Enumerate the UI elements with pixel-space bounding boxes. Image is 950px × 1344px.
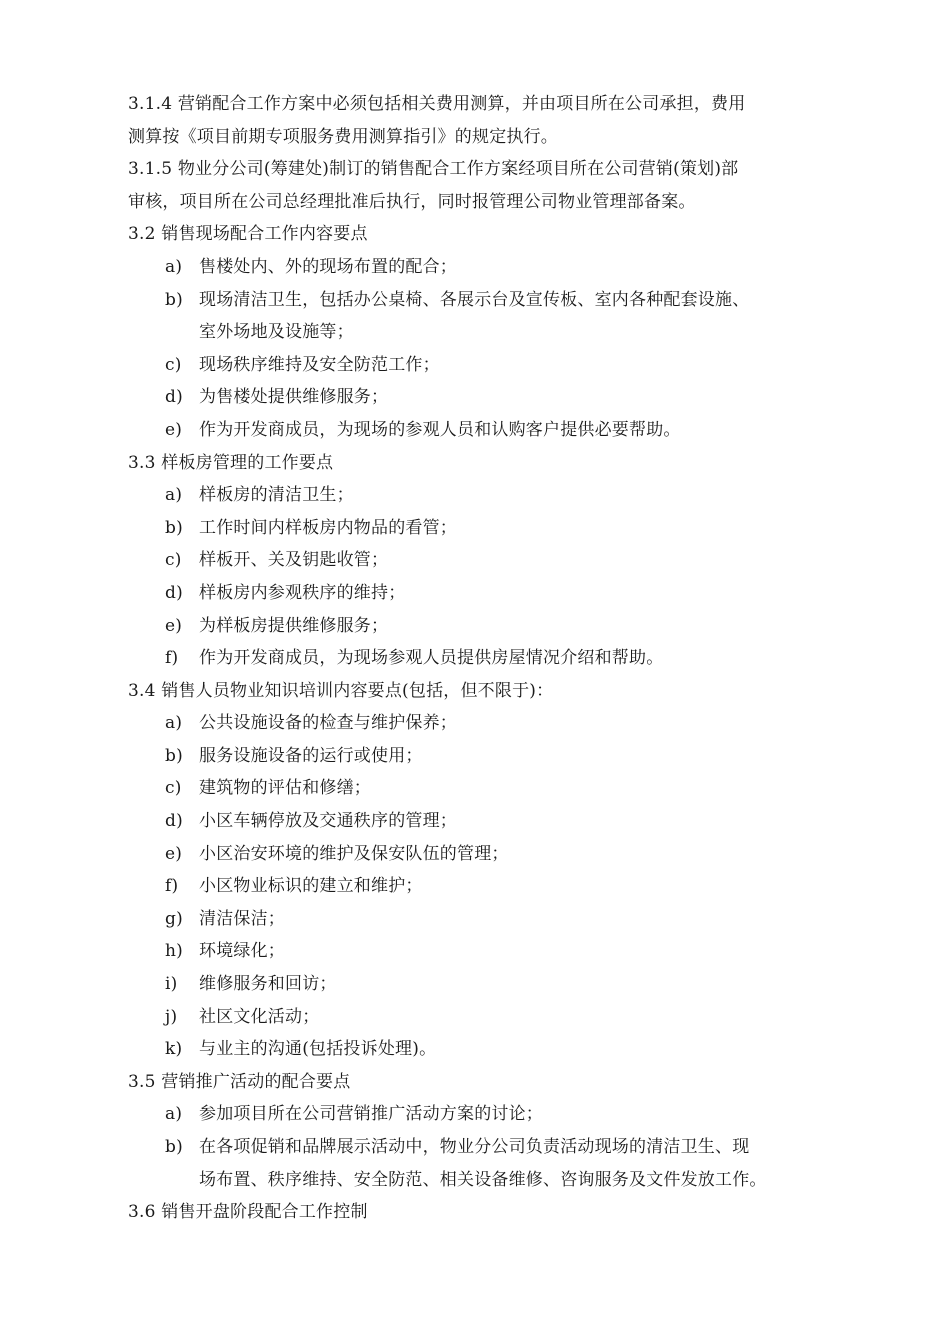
list-item-label: e) [165,419,183,440]
list-item-label: e) [165,843,183,864]
list-item-label: f) [165,876,179,897]
list-item-label: c) [165,550,182,571]
list-item-label: a) [165,485,183,506]
list-item-line: 参加项目所在公司营销推广活动方案的讨论； [199,1104,543,1125]
list-item-text [199,1098,828,1131]
list-item-text [199,903,828,936]
list-item [128,1131,828,1196]
list-item-label: a) [165,713,183,734]
list-item-label: d) [165,582,183,603]
section-heading: 3.6 销售开盘阶段配合工作控制 [128,1202,368,1223]
list-item-text [199,1033,828,1066]
list-item-line: 服务设施设备的运行或使用； [199,745,423,766]
list-item-text [199,414,828,447]
document-page [128,88,828,1229]
list-item-text [199,479,828,512]
list-item-label: j) [165,1006,178,1027]
list-item [128,772,828,805]
list-item [128,349,828,382]
list-item-label: k) [165,1039,183,1060]
list-item-text [199,251,828,284]
list-item [128,479,828,512]
list-item-line: 样板开、关及钥匙收管； [199,550,389,571]
list-item-label: b) [165,1137,183,1157]
list-item [128,251,828,284]
list-item [128,381,828,414]
paragraph-line: 审核，项目所在公司总经理批准后执行，同时报管理公司物业管理部备案。 [128,191,696,212]
list-item [128,577,828,610]
list-item-label: e) [165,615,183,636]
section-heading: 3.4 销售人员物业知识培训内容要点(包括，但不限于)： [128,680,554,701]
list-item [128,284,828,349]
list-item-label: f) [165,648,179,669]
list-item-text [199,1131,828,1196]
list-item-label: c) [165,354,182,375]
list-item [128,1033,828,1066]
list-item-label: d) [165,811,183,832]
list-item [128,512,828,545]
list-item-text [199,838,828,871]
list-item-text [199,642,828,675]
list-item-label: g) [165,908,183,929]
list-item [128,414,828,447]
list-item [128,610,828,643]
list-item-line: 环境绿化； [199,941,285,962]
list-item [128,838,828,871]
list-item-line: 样板房的清洁卫生； [199,485,354,506]
list-item-line: 场布置、秩序维持、安全防范、相关设备维修、咨询服务及文件发放工作。 [199,1169,767,1190]
list-item-line: 小区车辆停放及交通秩序的管理； [199,811,457,832]
list-item-text [199,870,828,903]
list-item-label: c) [165,778,182,799]
list-item-line: 维修服务和回访； [199,974,337,995]
section-heading: 3.3 样板房管理的工作要点 [128,452,334,473]
list-item-line: 作为开发商成员，为现场的参观人员和认购客户提供必要帮助。 [199,419,681,440]
list-item-text [199,935,828,968]
list-item-text [199,968,828,1001]
list-item-text [199,740,828,773]
list-item [128,1098,828,1131]
list-item-line: 在各项促销和品牌展示活动中，物业分公司负责活动现场的清洁卫生、现 [199,1137,750,1157]
list-item-line: 社区文化活动； [199,1006,320,1027]
list-item-text [199,1001,828,1034]
list-item-line: 售楼处内、外的现场布置的配合； [199,256,457,277]
list-item-label: a) [165,256,183,277]
list-item-line: 作为开发商成员，为现场参观人员提供房屋情况介绍和帮助。 [199,648,664,669]
list-item-text [199,707,828,740]
list-item-label: b) [165,745,183,766]
list-item-line: 现场清洁卫生，包括办公桌椅、各展示台及宣传板、室内各种配套设施、 [199,289,750,310]
list-item-line: 为售楼处提供维修服务； [199,387,389,408]
list-item-line: 公共设施设备的检查与维护保养； [199,713,457,734]
list-item [128,1001,828,1034]
list-item-line: 与业主的沟通(包括投诉处理)。 [199,1039,437,1060]
list-item-line: 样板房内参观秩序的维持； [199,582,406,603]
list-item-line: 建筑物的评估和修缮； [199,778,371,799]
clause-paragraph [128,88,828,153]
list-item-label: h) [165,941,183,962]
list-item [128,544,828,577]
list-item-label: a) [165,1104,183,1125]
list-item [128,935,828,968]
list-item-label: d) [165,387,183,408]
list-item-label: b) [165,289,183,310]
list-item [128,805,828,838]
list-item-text [199,577,828,610]
list-item-line: 小区治安环境的维护及保安队伍的管理； [199,843,509,864]
list-item-label: i) [165,974,178,995]
list-item [128,903,828,936]
list-item-text [199,544,828,577]
paragraph-line: 3.1.4 营销配合工作方案中必须包括相关费用测算，并由项目所在公司承担，费用 [128,94,746,114]
list-item-text [199,610,828,643]
paragraph-line: 3.1.5 物业分公司(筹建处)制订的销售配合工作方案经项目所在公司营销(策划)部 [128,159,739,180]
list-item [128,707,828,740]
list-item-text [199,284,828,349]
list-item [128,740,828,773]
list-item-label: b) [165,517,183,538]
list-item-text [199,381,828,414]
list-item-text [199,512,828,545]
list-item [128,642,828,675]
list-item-text [199,349,828,382]
list-item-line: 小区物业标识的建立和维护； [199,876,423,897]
list-item-line: 现场秩序维持及安全防范工作； [199,354,440,375]
list-item-line: 为样板房提供维修服务； [199,615,389,636]
list-item-text [199,772,828,805]
section-heading: 3.2 销售现场配合工作内容要点 [128,224,368,245]
paragraph-line: 测算按《项目前期专项服务费用测算指引》的规定执行。 [128,126,558,147]
list-item-text [199,805,828,838]
list-item [128,870,828,903]
list-item-line: 室外场地及设施等； [199,322,354,343]
section-heading: 3.5 营销推广活动的配合要点 [128,1071,351,1092]
list-item-line: 清洁保洁； [199,908,285,929]
clause-paragraph [128,153,828,218]
list-item-line: 工作时间内样板房内物品的看管； [199,517,457,538]
list-item [128,968,828,1001]
